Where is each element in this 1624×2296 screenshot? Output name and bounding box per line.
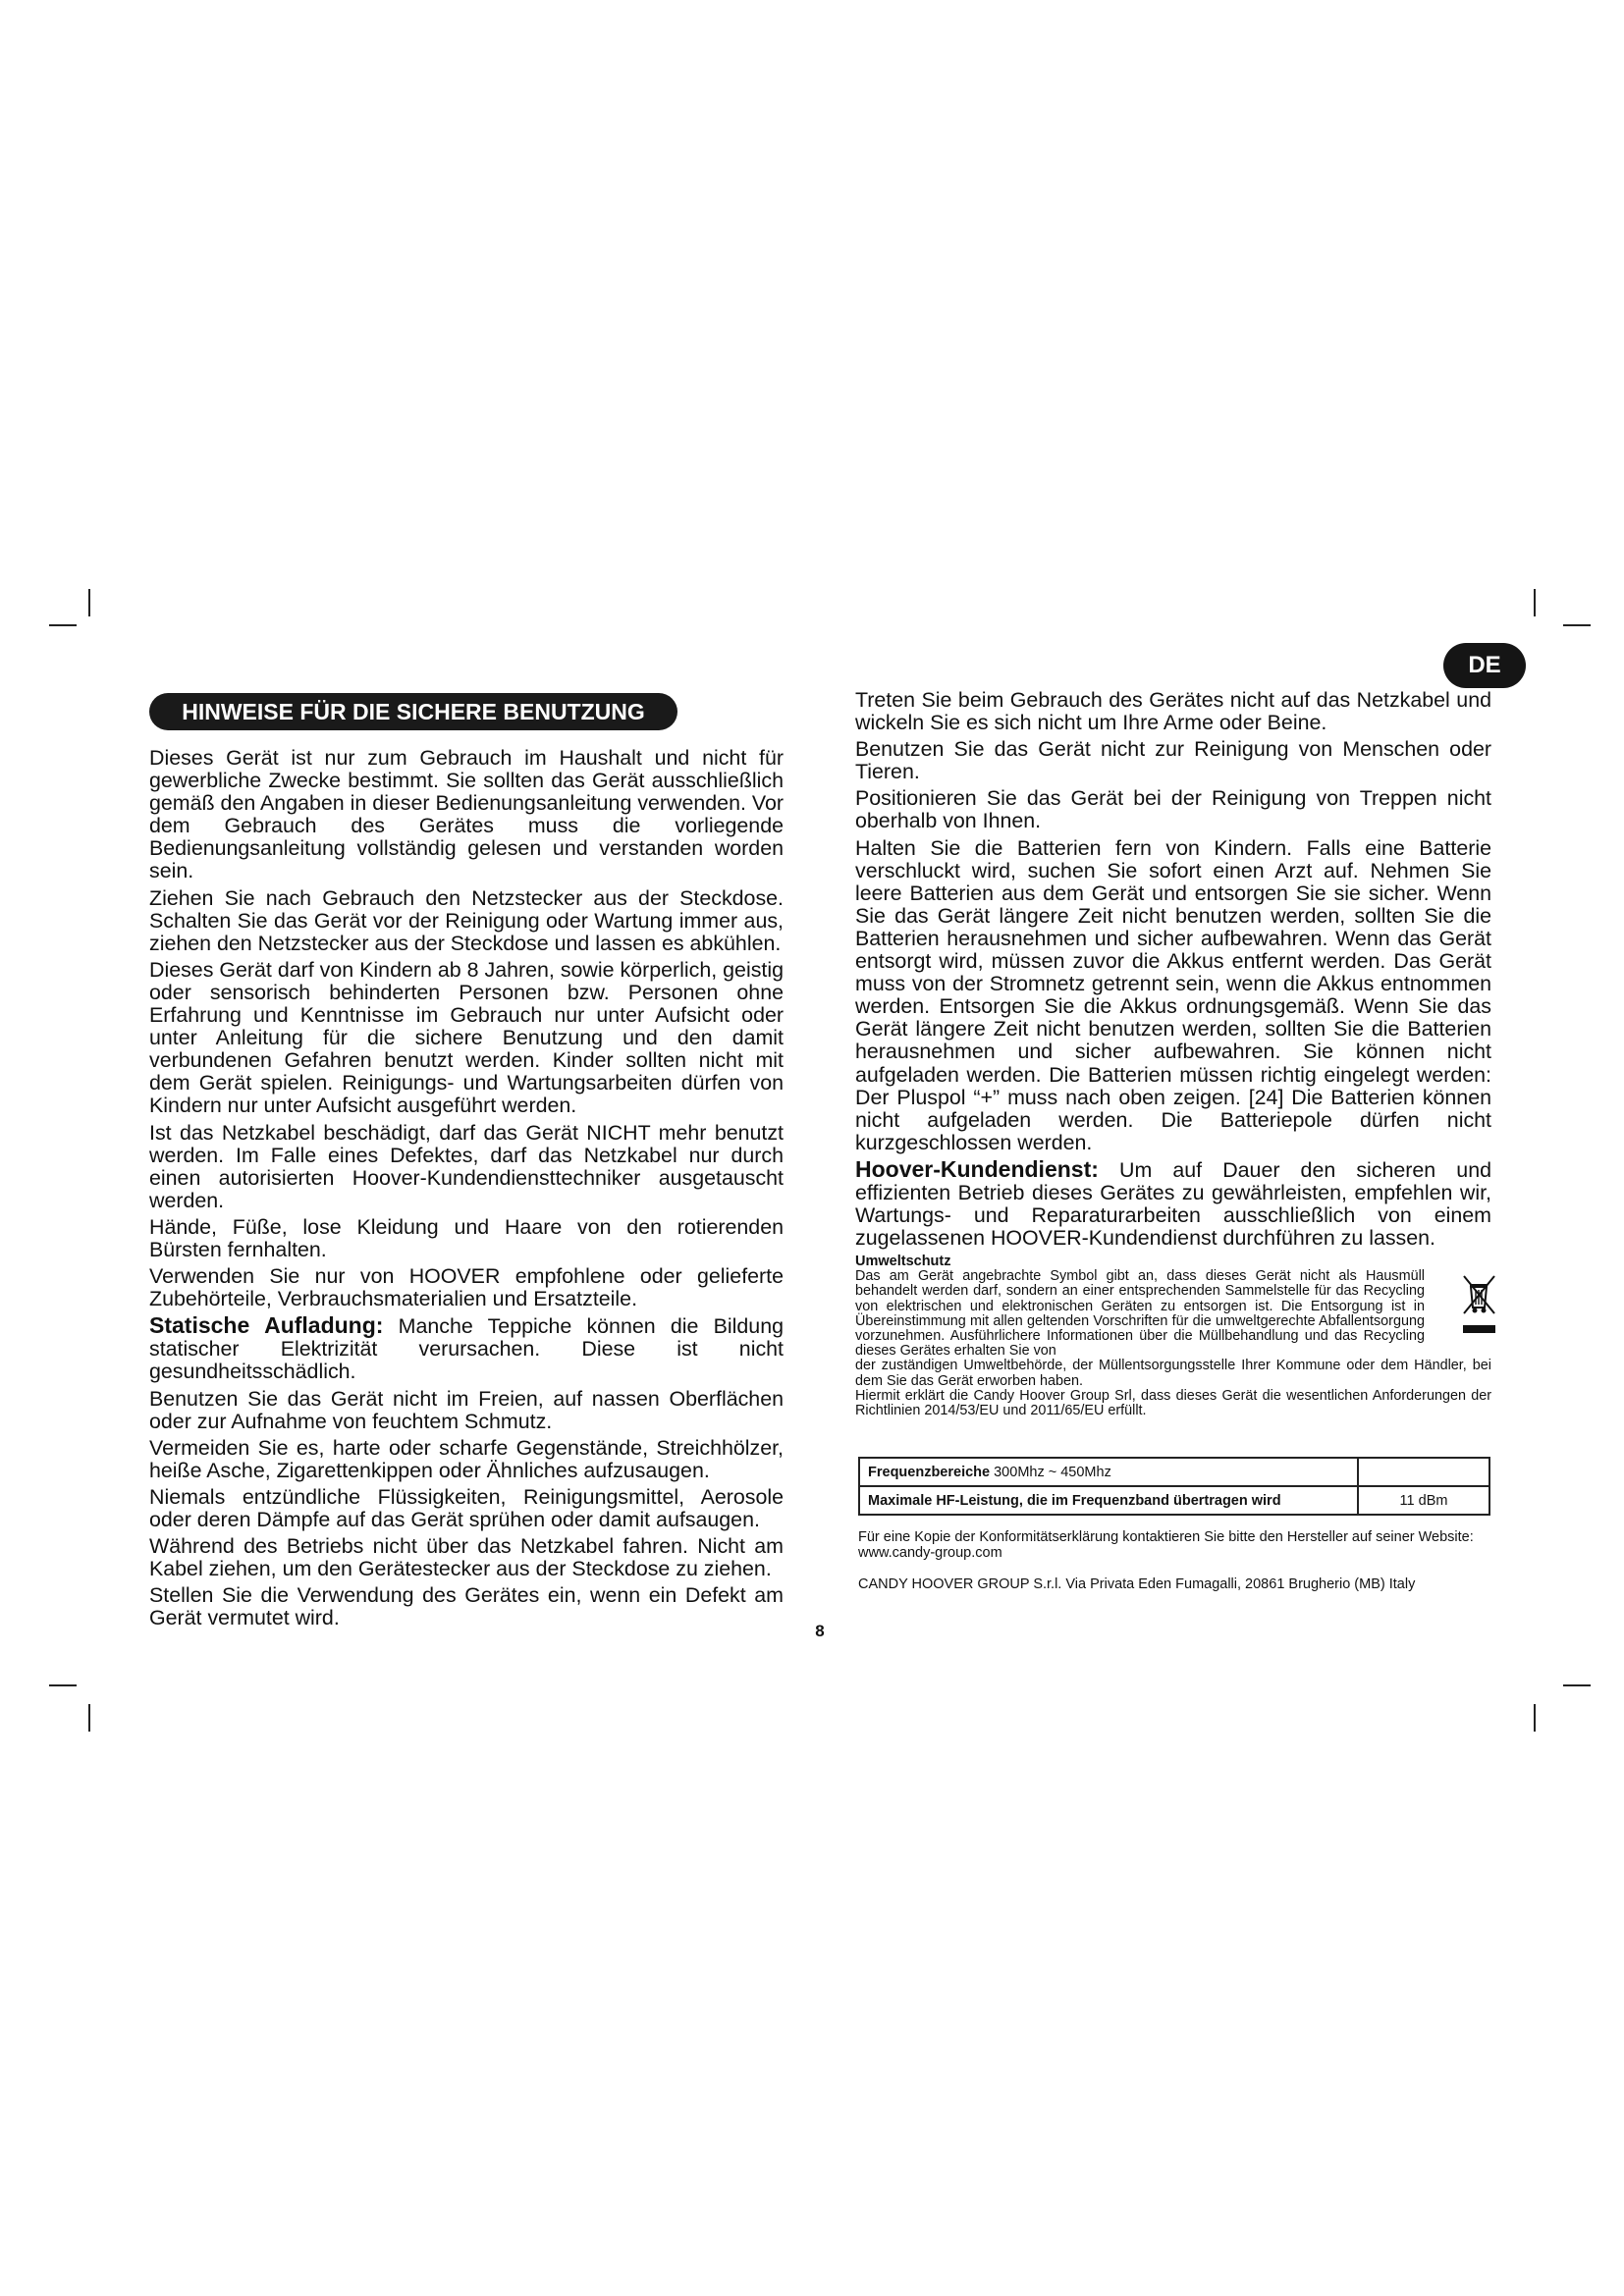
crop-mark <box>88 589 90 616</box>
paragraph: Während des Betriebs nicht über das Netzkabel fahren. Nicht am Kabel ziehen, um den Gerätestecker aus der Steckdose zu ziehen. <box>149 1534 784 1581</box>
frequency-label: Frequenzbereiche <box>868 1464 991 1480</box>
paragraph: Verwenden Sie nur von HOOVER empfohlene oder gelieferte Zubehörteile, Verbrauchsmaterialien und Ersatzteile. <box>149 1264 784 1311</box>
crop-mark <box>1563 624 1591 626</box>
frequency-table <box>858 1457 1490 1516</box>
paragraph: Dieses Gerät darf von Kindern ab 8 Jahren, sowie körperlich, geistig oder sensorisch behinderten Personen bzw. Personen ohne Erfahrung und Kenntnisse im Gebrauch nur unter Aufsicht oder unter Anleitung für die sichere Benutzung und den damit verbundenen Gefahren benutzt werden. Kinder sollten nicht mit dem Gerät spielen. Reinigungs- und Wartungsarbeiten dürfen von Kindern nur unter Aufsicht ausgeführt werden. <box>149 957 784 1118</box>
crop-mark <box>49 1684 77 1686</box>
frequency-range: 300Mhz ~ 450Mhz <box>990 1464 1111 1480</box>
paragraph: Ist das Netzkabel beschädigt, darf das Gerät NICHT mehr benutzt werden. Im Falle eines Defektes, darf das Netzkabel nur durch einen autorisierten Hoover-Kundendiensttechniker ausgetauscht werden. <box>149 1120 784 1212</box>
crop-mark <box>49 624 77 626</box>
right-column <box>855 689 1491 1254</box>
environment-text-2: der zuständigen Umweltbehörde, der Müllentsorgungsstelle Ihrer Kommune oder dem Händler, bei dem Sie das Gerät erworben haben. <box>855 1358 1491 1389</box>
crossed-out-wheelie-bin-icon <box>1461 1274 1496 1335</box>
static-charge-paragraph <box>149 1314 784 1383</box>
paragraph: Dieses Gerät ist nur zum Gebrauch im Haushalt und nicht für gewerbliche Zwecke bestimmt. Sie sollten das Gerät ausschließlich gemäß den Angaben in dieser Bedienungsanleitung verwenden. Vor dem Gebrauch des Gerätes muss die vorliegende Bedienungsanleitung vollständig gelesen und verstanden worden sein. <box>149 746 784 883</box>
max-power-value: 11 dBm <box>1358 1486 1489 1515</box>
conformity-contact-text: Für eine Kopie der Konformitätserklärung kontaktieren Sie bitte den Hersteller auf seiner Website: www.candy-group.com <box>858 1529 1474 1561</box>
paragraph: Positionieren Sie das Gerät bei der Reinigung von Treppen nicht oberhalb von Ihnen. <box>855 786 1491 833</box>
static-charge-label: Statische Aufladung: <box>149 1312 384 1339</box>
paragraph: Treten Sie beim Gebrauch des Gerätes nicht auf das Netzkabel und wickeln Sie es sich nicht um Ihre Arme oder Beine. <box>855 688 1491 735</box>
max-power-label-cell <box>859 1486 1358 1515</box>
paragraph: Benutzen Sie das Gerät nicht zur Reinigung von Menschen oder Tieren. <box>855 737 1491 784</box>
frequency-value <box>1358 1458 1489 1486</box>
service-text: Um auf Dauer den sicheren und effizienten Betrieb dieses Gerätes zu gewährleisten, empfehlen wir, Wartungs- und Reparaturarbeiten ausschließlich von einem zugelassenen HOOVER-Kundendienst durchführen zu lassen. <box>855 1157 1491 1251</box>
manufacturer-address: CANDY HOOVER GROUP S.r.l. Via Privata Eden Fumagalli, 20861 Brugherio (MB) Italy <box>858 1576 1416 1592</box>
service-label: Hoover-Kundendienst: <box>855 1155 1099 1182</box>
environment-section <box>855 1255 1491 1418</box>
language-badge: DE <box>1443 643 1526 688</box>
environment-text: Das am Gerät angebrachte Symbol gibt an, dass dieses Gerät nicht als Hausmüll behandelt werden darf, sondern an einer entsprechenden Sammelstelle für das Recycling von elektrischen und elektronischen Geräten zu entsorgen ist. Die Entsorgung ist in Übereinstimmung mit allen geltenden Vorschriften für die umweltgerechte Abfallentsorgung vorzunehmen. Ausführlichere Informationen über die Müllbehandlung und das Recycling dieses Gerätes erhalten Sie von <box>855 1268 1425 1360</box>
crop-mark <box>1563 1684 1591 1686</box>
paragraph: Stellen Sie die Verwendung des Gerätes ein, wenn ein Defekt am Gerät vermutet wird. <box>149 1583 784 1630</box>
crop-mark <box>1534 1704 1536 1732</box>
section-heading: HINWEISE FÜR DIE SICHERE BENUTZUNG <box>149 693 677 730</box>
static-charge-text: Manche Teppiche können die Bildung statischer Elektrizität verursachen. Diese ist nicht gesundheitsschädlich. <box>149 1314 784 1384</box>
paragraph: Benutzen Sie das Gerät nicht im Freien, auf nassen Oberflächen oder zur Aufnahme von feuchtem Schmutz. <box>149 1386 784 1433</box>
crop-mark <box>88 1704 90 1732</box>
table-row <box>859 1486 1489 1515</box>
paragraph: Niemals entzündliche Flüssigkeiten, Reinigungsmittel, Aerosole oder deren Dämpfe auf das Gerät sprühen oder damit aufsaugen. <box>149 1484 784 1531</box>
environment-title: Umweltschutz <box>855 1254 951 1269</box>
table-row <box>859 1458 1489 1486</box>
service-paragraph <box>855 1155 1491 1251</box>
paragraph: Hände, Füße, lose Kleidung und Haare von den rotierenden Bürsten fernhalten. <box>149 1214 784 1261</box>
crop-mark <box>1534 589 1536 616</box>
paragraph: Halten Sie die Batterien fern von Kindern. Falls eine Batterie verschluckt wird, suchen Sie sofort einen Arzt auf. Nehmen Sie leere Batterien aus dem Gerät und entsorgen Sie sie sicher. Wenn Sie das Gerät längere Zeit nicht benutzen werden, sollten Sie die Batterien herausnehmen und sicher aufbewahren. Wenn das Gerät entsorgt wird, müssen zuvor die Akkus entfernt werden. Das Gerät muss von der Stromnetz getrennt sein, wenn die Akkus entnommen werden. Entsorgen Sie die Akkus ordnungsgemäß. Wenn Sie das Gerät längere Zeit nicht benutzen werden, sollten Sie die Batterien herausnehmen und sicher aufbewahren. Sie können nicht aufgeladen werden. Die Batterien müssen richtig eingelegt werden: Der Pluspol “+” muss nach oben zeigen. [24] Die Batterien können nicht aufgeladen werden. Die Batteriepole dürfen nicht kurzgeschlossen werden. <box>855 835 1491 1154</box>
max-power-label: Maximale HF-Leistung, die im Frequenzband übertragen wird <box>868 1492 1281 1509</box>
frequency-label-cell <box>859 1458 1358 1486</box>
page-number: 8 <box>815 1622 825 1640</box>
left-column <box>149 747 784 1633</box>
conformity-declaration: Hiermit erklärt die Candy Hoover Group Srl, dass dieses Gerät die wesentlichen Anforderungen der Richtlinien 2014/53/EU und 2011/65/EU erfüllt. <box>855 1387 1491 1419</box>
paragraph: Ziehen Sie nach Gebrauch den Netzstecker aus der Steckdose. Schalten Sie das Gerät vor der Reinigung oder Wartung immer aus, ziehen den Netzstecker aus der Steckdose und lassen es abkühlen. <box>149 885 784 955</box>
paragraph: Vermeiden Sie es, harte oder scharfe Gegenstände, Streichhölzer, heiße Asche, Zigarettenkippen oder Ähnliches aufzusaugen. <box>149 1435 784 1482</box>
